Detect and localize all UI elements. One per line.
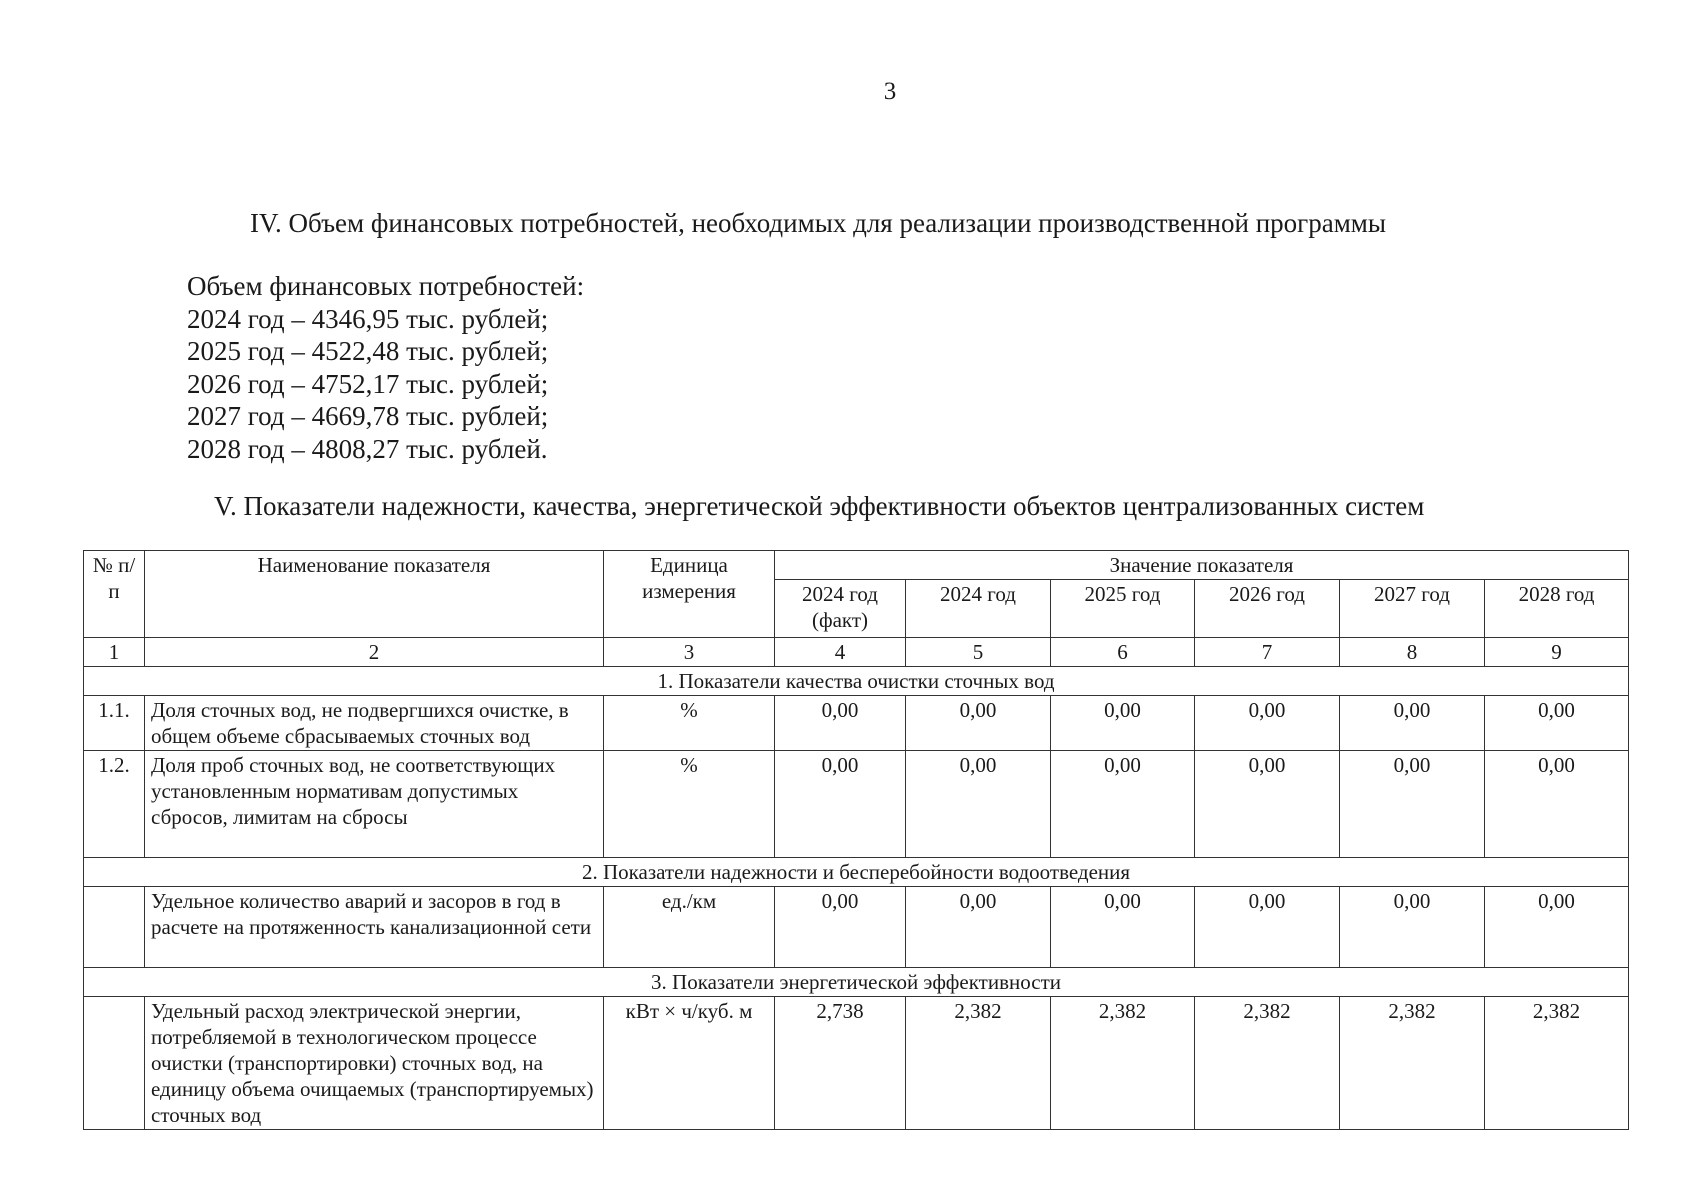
group-row	[84, 968, 1629, 997]
row-no	[84, 887, 145, 968]
header-year-2026: 2026 год	[1195, 580, 1340, 638]
row-value: 0,00	[1051, 887, 1195, 968]
row-no: 1.2.	[84, 751, 145, 858]
row-value: 0,00	[906, 751, 1051, 858]
header-year-2027: 2027 год	[1340, 580, 1485, 638]
row-value: 0,00	[775, 751, 906, 858]
header-value-group: Значение показателя	[775, 551, 1629, 580]
table-row	[84, 887, 1629, 968]
row-value: 0,00	[775, 696, 906, 751]
row-value: 0,00	[1485, 887, 1629, 968]
column-number: 8	[1340, 638, 1485, 667]
row-value: 0,00	[906, 696, 1051, 751]
column-number: 2	[145, 638, 604, 667]
table-row	[84, 696, 1629, 751]
header-year-2028: 2028 год	[1485, 580, 1629, 638]
row-no	[84, 997, 145, 1130]
financial-needs-block	[187, 270, 584, 465]
row-unit: ед./км	[604, 887, 775, 968]
header-name: Наименование показателя	[145, 551, 604, 638]
column-number: 1	[84, 638, 145, 667]
row-value: 2,382	[1340, 997, 1485, 1130]
row-value: 0,00	[1195, 696, 1340, 751]
header-year-2024-fact: 2024 год (факт)	[775, 580, 906, 638]
table-row	[84, 751, 1629, 858]
row-value: 0,00	[1340, 887, 1485, 968]
financial-needs-2024: 2024 год – 4346,95 тыс. рублей;	[187, 303, 549, 334]
financial-needs-heading: Объем финансовых потребностей:	[187, 271, 585, 301]
row-value: 0,00	[1195, 887, 1340, 968]
header-unit: Единица измерения	[604, 551, 775, 638]
row-name: Удельное количество аварий и засоров в год в расчете на протяженность канализационной сети	[145, 887, 604, 968]
indicators-table	[83, 550, 1629, 1130]
section-4-title: IV. Объем финансовых потребностей, необходимых для реализации производственной программы	[250, 208, 1387, 238]
group-row	[84, 667, 1629, 696]
row-no: 1.1.	[84, 696, 145, 751]
financial-needs-2027: 2027 год – 4669,78 тыс. рублей;	[187, 401, 549, 431]
table-row	[84, 997, 1629, 1130]
section-5-title: V. Показатели надежности, качества, энергетической эффективности объектов централизованных систем	[214, 491, 1425, 521]
row-value: 2,382	[1485, 997, 1629, 1130]
group-title-quality: 1. Показатели качества очистки сточных вод	[84, 667, 1629, 696]
row-value: 0,00	[1485, 751, 1629, 858]
row-unit: %	[604, 751, 775, 858]
row-name: Доля сточных вод, не подвергшихся очистке, в общем объеме сбрасываемых сточных вод	[145, 696, 604, 751]
row-value: 2,382	[906, 997, 1051, 1130]
row-name: Доля проб сточных вод, не соответствующих установленным нормативам допустимых сбросов, лимитам на сбросы	[145, 751, 604, 858]
row-name: Удельный расход электрической энергии, потребляемой в технологическом процессе очистки (транспортировки) сточных вод, на единицу объема очищаемых (транспортируемых) сточных вод	[145, 997, 604, 1130]
financial-needs-2028: 2028 год – 4808,27 тыс. рублей.	[187, 433, 548, 464]
group-row	[84, 858, 1629, 887]
header-year-2024: 2024 год	[906, 580, 1051, 638]
row-unit: кВт × ч/куб. м	[604, 997, 775, 1130]
column-number: 4	[775, 638, 906, 667]
group-title-reliability: 2. Показатели надежности и бесперебойности водоотведения	[84, 858, 1629, 887]
row-value: 2,382	[1051, 997, 1195, 1130]
row-unit: %	[604, 696, 775, 751]
row-value: 0,00	[1340, 751, 1485, 858]
header-year-2025: 2025 год	[1051, 580, 1195, 638]
column-number: 7	[1195, 638, 1340, 667]
row-value: 0,00	[1051, 751, 1195, 858]
financial-needs-2025: 2025 год – 4522,48 тыс. рублей;	[187, 336, 549, 366]
row-value: 0,00	[1340, 696, 1485, 751]
column-number: 6	[1051, 638, 1195, 667]
row-value: 2,738	[775, 997, 906, 1130]
header-row-1	[84, 551, 1629, 580]
column-number: 9	[1485, 638, 1629, 667]
row-value: 0,00	[1051, 696, 1195, 751]
row-value: 2,382	[1195, 997, 1340, 1130]
group-title-energy: 3. Показатели энергетической эффективности	[84, 968, 1629, 997]
header-no: № п/п	[84, 551, 145, 638]
row-value: 0,00	[906, 887, 1051, 968]
row-value: 0,00	[1195, 751, 1340, 858]
column-number-row	[84, 638, 1629, 667]
row-value: 0,00	[775, 887, 906, 968]
row-value: 0,00	[1485, 696, 1629, 751]
page-number: 3	[883, 78, 897, 105]
column-number: 3	[604, 638, 775, 667]
financial-needs-2026: 2026 год – 4752,17 тыс. рублей;	[187, 368, 549, 399]
column-number: 5	[906, 638, 1051, 667]
